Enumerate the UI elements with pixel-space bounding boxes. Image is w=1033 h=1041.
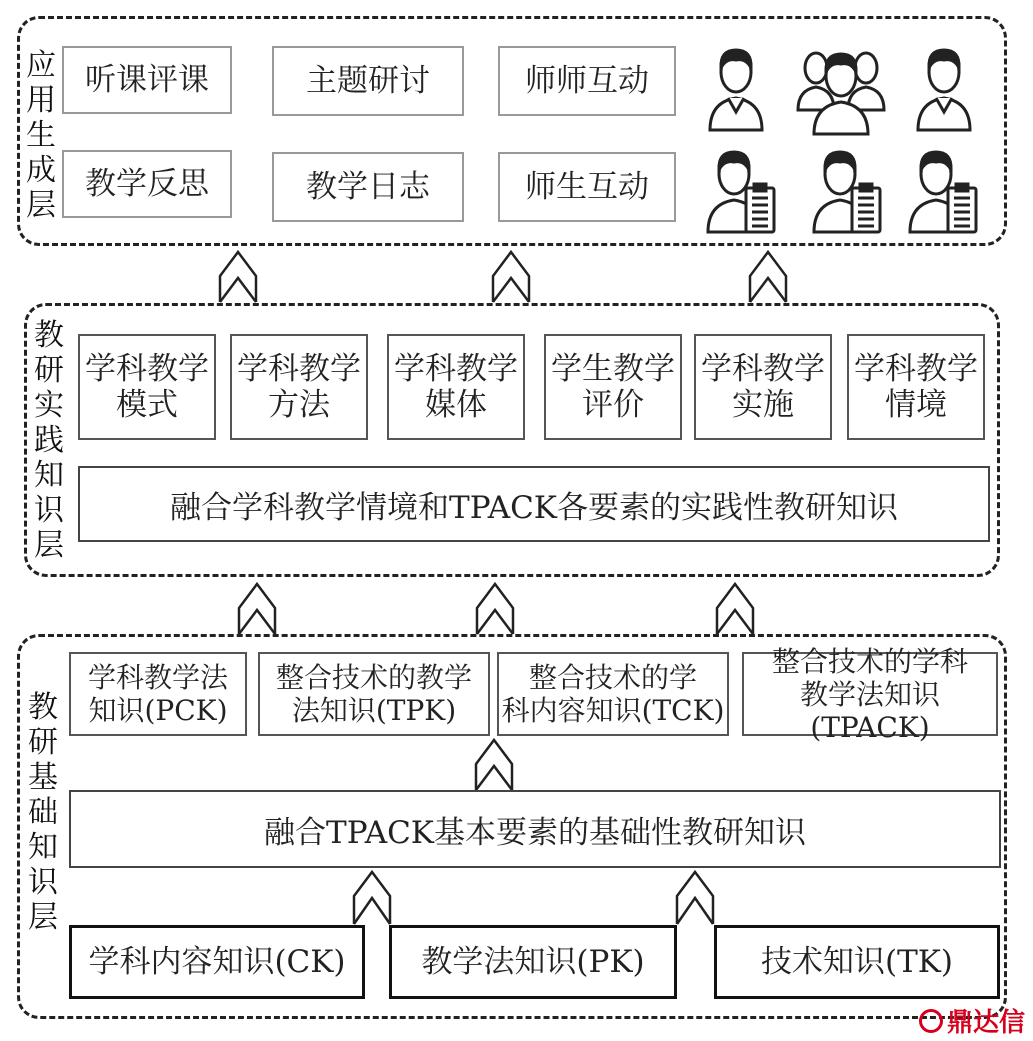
up-arrow-icon: [715, 580, 755, 636]
practice-summary-box: 融合学科教学情境和TPACK各要素的实践性教研知识: [78, 466, 990, 542]
teaching-mode-box: 学科教学 模式: [78, 334, 216, 440]
teaching-implementation-box: 学科教学 实施: [694, 334, 832, 440]
up-arrow-icon: [475, 580, 515, 636]
foundation-summary-box: 融合TPACK基本要素的基础性教研知识: [69, 790, 1001, 868]
foundation-layer-label: 教 研 基 础 知 识 层: [28, 690, 58, 935]
up-arrow-icon: [675, 868, 715, 926]
up-arrow-icon: [474, 736, 514, 792]
teacher-clipboard-icon: [704, 142, 778, 236]
topic-discussion-box: 主题研讨: [272, 46, 464, 116]
teaching-log-box: 教学日志: [272, 152, 464, 222]
teacher-student-interaction-box: 师生互动: [498, 152, 676, 222]
up-arrow-icon: [237, 580, 277, 636]
watermark-mark-icon: [919, 1009, 943, 1033]
teaching-method-box: 学科教学 方法: [230, 334, 368, 440]
up-arrow-icon: [352, 868, 392, 926]
watermark-logo: 鼎达信: [919, 1002, 1025, 1039]
practice-layer-label: 教 研 实 践 知 识 层: [34, 318, 64, 563]
teaching-context-box: 学科教学 情境: [847, 334, 985, 440]
observe-evaluate-box: 听课评课: [62, 46, 232, 114]
teacher-teacher-interaction-box: 师师互动: [498, 46, 676, 116]
pck-box: 学科教学法 知识(PCK): [69, 652, 247, 736]
pk-box: 教学法知识(PK): [389, 925, 677, 999]
teacher-icon: [706, 40, 766, 132]
up-arrow-icon: [748, 248, 788, 304]
teacher-icon: [914, 40, 974, 132]
up-arrow-icon: [491, 248, 531, 304]
student-evaluation-box: 学生教学 评价: [544, 334, 682, 440]
up-arrow-icon: [218, 248, 258, 304]
application-layer-label: 应 用 生 成 层: [26, 48, 56, 223]
teacher-clipboard-icon: [906, 142, 980, 236]
teacher-group-icon: [796, 36, 886, 136]
tck-box: 整合技术的学 科内容知识(TCK): [497, 652, 729, 736]
tpack-box: 整合技术的学科 教学法知识(TPACK): [742, 652, 998, 736]
teacher-clipboard-icon: [810, 142, 884, 236]
ck-box: 学科内容知识(CK): [69, 925, 365, 999]
tk-box: 技术知识(TK): [714, 925, 1000, 999]
tpk-box: 整合技术的教学 法知识(TPK): [258, 652, 490, 736]
teaching-media-box: 学科教学 媒体: [387, 334, 525, 440]
teaching-reflection-box: 教学反思: [62, 150, 232, 218]
